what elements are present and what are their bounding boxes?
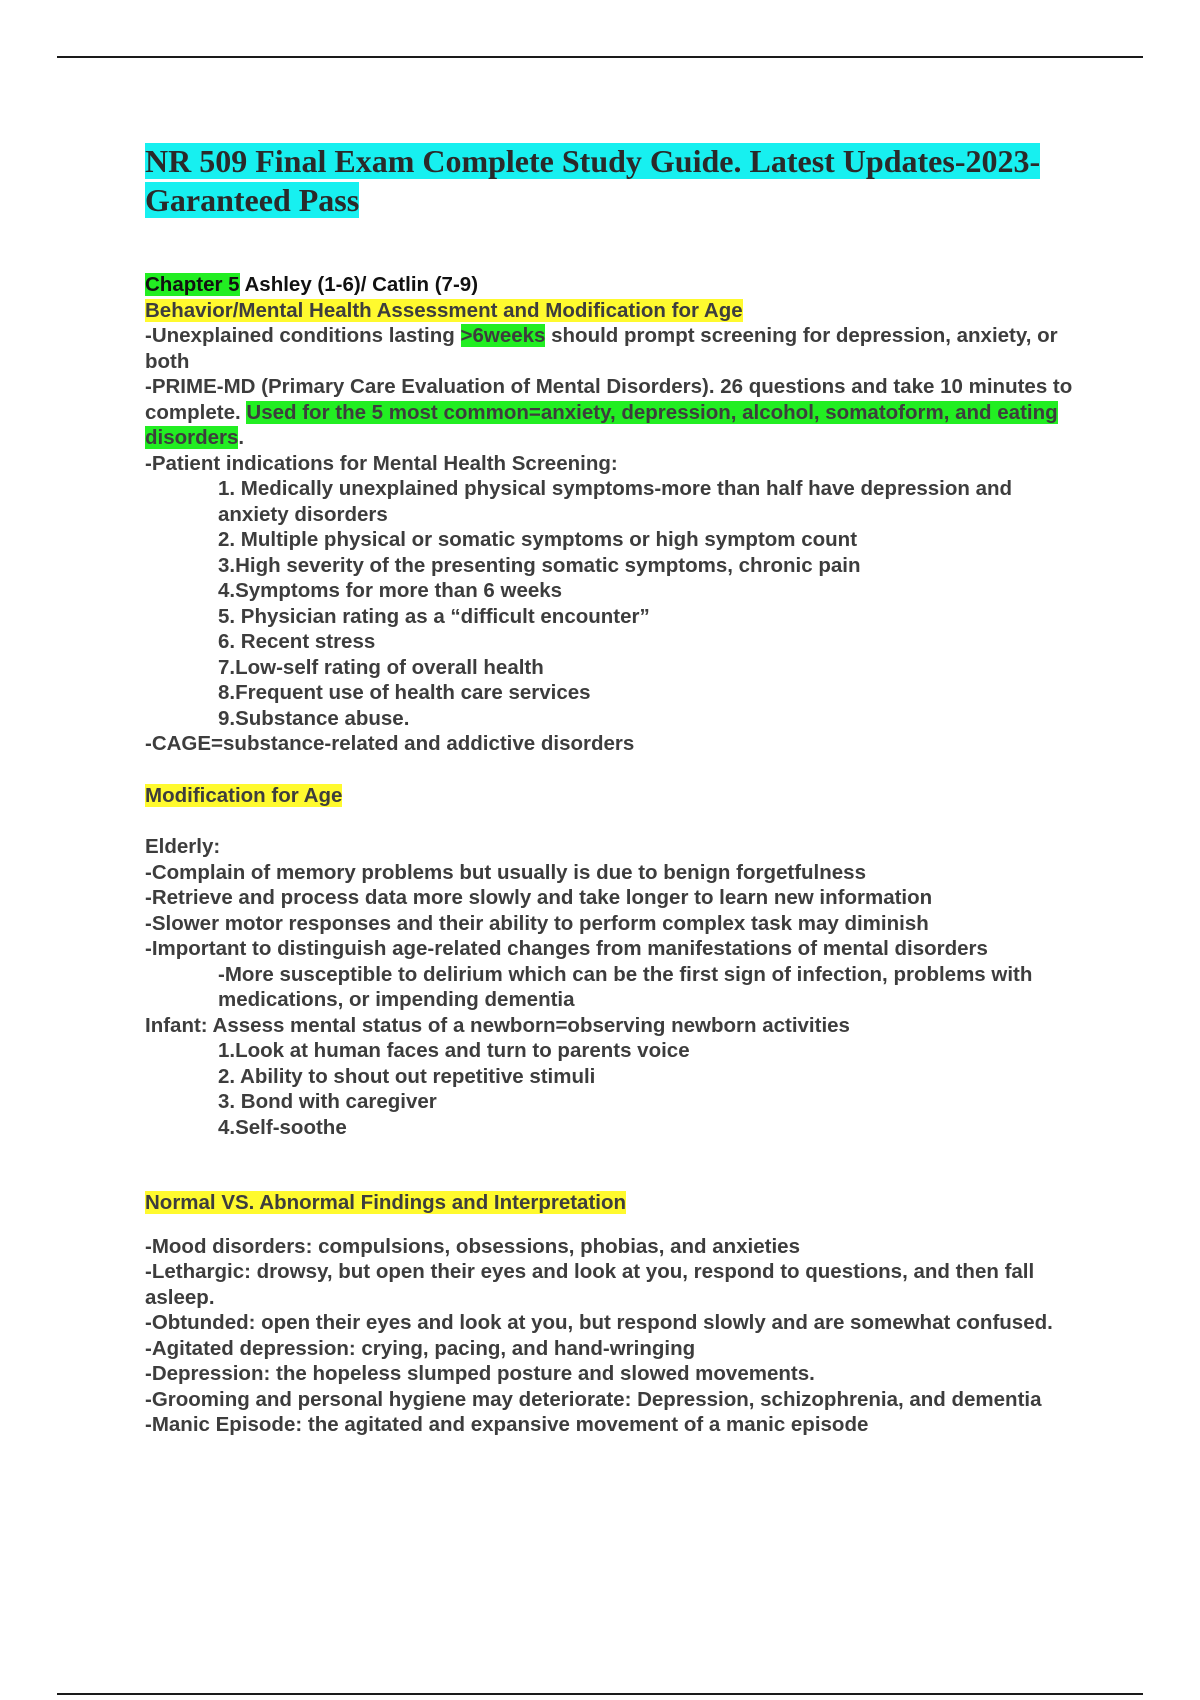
- list-item: 2. Multiple physical or somatic symptoms or high symptom count: [218, 528, 858, 551]
- section3-heading: [145, 1190, 1085, 1216]
- list-item: 8.Frequent use of health care services: [218, 681, 591, 704]
- list-item: 7.Low-self rating of overall health: [218, 655, 544, 679]
- list-item: 1.Look at human faces and turn to parents voice: [218, 1039, 690, 1062]
- title-text: NR 509 Final Exam Complete Study Guide. Latest Updates-2023-Garanteed Pass: [145, 143, 1041, 218]
- cage-line: -CAGE=substance-related and addictive disorders: [145, 732, 635, 755]
- prime-after: .: [238, 426, 245, 449]
- unexplained-highlight: >6weeks: [460, 324, 546, 347]
- top-rule: [57, 56, 1143, 58]
- section2-heading: [145, 783, 1085, 809]
- list-item: -Mood disorders: compulsions, obsessions, phobias, and anxieties: [145, 1234, 800, 1258]
- list-item: -Complain of memory problems but usually is due to benign forgetfulness: [145, 860, 866, 884]
- page-title: [145, 142, 1085, 220]
- list-item: -Obtunded: open their eyes and look at you, but respond slowly and are somewhat confused.: [145, 1311, 1053, 1334]
- list-item: -Manic Episode: the agitated and expansive movement of a manic episode: [145, 1413, 869, 1436]
- list-item: -Lethargic: drowsy, but open their eyes and look at you, respond to questions, and then fall asleep.: [145, 1260, 1035, 1309]
- document-body: [145, 142, 1085, 1438]
- list-item: -Important to distinguish age-related changes from manifestations of mental disorders: [145, 937, 988, 960]
- elderly-label: Elderly:: [145, 835, 221, 858]
- list-item: 1. Medically unexplained physical symptoms-more than half have depression and anxiety disorders: [218, 477, 1013, 526]
- list-item: -Depression: the hopeless slumped posture and slowed movements.: [145, 1362, 815, 1385]
- indications-list: [145, 476, 1085, 731]
- prime-before: -PRIME-MD (Primary Care Evaluation of Mental Disorders). 26 questions and take 10 minutes to complete.: [145, 375, 1073, 424]
- section3-heading-text: Normal VS. Abnormal Findings and Interpretation: [145, 1191, 627, 1214]
- list-item: -Retrieve and process data more slowly and take longer to learn new information: [145, 886, 933, 909]
- infant-label: Infant: Assess mental status of a newborn=observing newborn activities: [145, 1013, 850, 1037]
- chapter-authors: Ashley (1-6)/ Catlin (7-9): [239, 273, 479, 296]
- chapter-line: [145, 272, 1085, 298]
- list-item: 3. Bond with caregiver: [218, 1090, 437, 1113]
- infant-list: [145, 1038, 1085, 1140]
- list-item: 2. Ability to shout out repetitive stimuli: [218, 1064, 596, 1088]
- list-item: 3.High severity of the presenting somatic symptoms, chronic pain: [218, 553, 861, 577]
- unexplained-line: [145, 323, 1085, 374]
- list-item: 9.Substance abuse.: [218, 706, 410, 730]
- list-item: 5. Physician rating as a “difficult encounter”: [218, 604, 650, 628]
- elderly-sub-item: -More susceptible to delirium which can be the first sign of infection, problems with medications, or impending dementia: [218, 962, 1033, 1011]
- prime-highlight: Used for the 5 most common=anxiety, depression, alcohol, somatoform, and eating disorders: [145, 400, 1058, 449]
- list-item: -Slower motor responses and their ability to perform complex task may diminish: [145, 911, 929, 935]
- section2-heading-text: Modification for Age: [145, 783, 343, 807]
- list-item: 4.Self-soothe: [218, 1115, 347, 1139]
- section1-heading: [145, 298, 1085, 324]
- list-item: -Agitated depression: crying, pacing, and hand-wringing: [145, 1336, 696, 1360]
- list-item: 4.Symptoms for more than 6 weeks: [218, 579, 563, 602]
- chapter-label: Chapter 5: [145, 273, 240, 296]
- indications-label: -Patient indications for Mental Health Screening:: [145, 451, 618, 475]
- list-item: -Grooming and personal hygiene may deteriorate: Depression, schizophrenia, and dementia: [145, 1387, 1042, 1411]
- unexplained-after: should prompt screening for depression, anxiety, or both: [145, 324, 1058, 373]
- bottom-rule: [57, 1693, 1143, 1695]
- prime-line: [145, 374, 1085, 451]
- unexplained-before: -Unexplained conditions lasting: [145, 324, 461, 347]
- section1-heading-text: Behavior/Mental Health Assessment and Modification for Age: [145, 298, 743, 322]
- list-item: 6. Recent stress: [218, 630, 376, 653]
